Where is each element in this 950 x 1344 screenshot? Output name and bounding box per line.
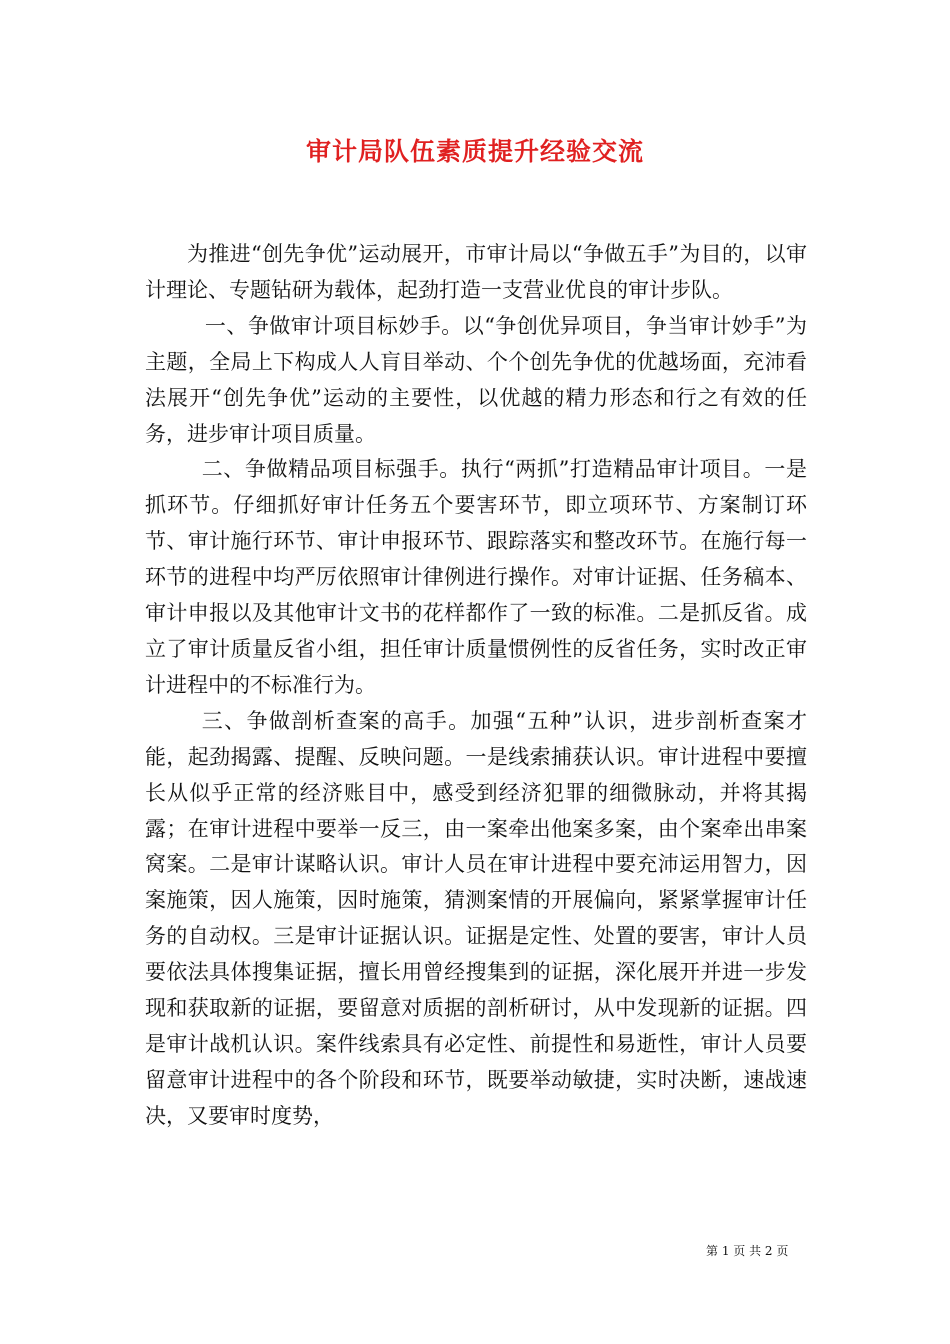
section-2-paragraph: 二、争做精品项目标强手。执行“两抓”打造精品审计项目。一是抓环节。仔细抓好审计任务五个要害环节，即立项环节、方案制订环节、审计施行环节、审计申报环节、跟踪落实和整改环节。在施行每一环节的进程中均严厉依照审计律例进行操作。对审计证据、任务稿本、审计申报以及其他审计文书的花样都作了一致的标准。二是抓反省。成立了审计质量反省小组，担任审计质量惯例性的反省任务，实时改正审计进程中的不标准行为。 bbox=[145, 457, 807, 697]
document-body bbox=[145, 237, 807, 1135]
intro-paragraph: 为推进“创先争优”运动展开，市审计局以“争做五手”为目的，以审计理论、专题钻研为载体，起劲打造一支营业优良的审计步队。 bbox=[145, 242, 807, 302]
document-title: 审计局队伍素质提升经验交流 bbox=[305, 137, 644, 166]
page-number: 第 1 页 共 2 页 bbox=[706, 1244, 789, 1258]
section-3-paragraph: 三、争做剖析查案的高手。加强“五种”认识，进步剖析查案才能，起劲揭露、提醒、反映问题。一是线索捕获认识。审计进程中要擅长从似乎正常的经济账目中，感受到经济犯罪的细微脉动，并将其揭露；在审计进程中要举一反三，由一案牵出他案多案，由个案牵出串案窝案。二是审计谋略认识。审计人员在审计进程中要充沛运用智力，因案施策，因人施策，因时施策，猜测案情的开展偏向，紧紧掌握审计任务的自动权。三是审计证据认识。证据是定性、处置的要害，审计人员要依法具体搜集证据，擅长用曾经搜集到的证据，深化展开并进一步发现和获取新的证据，要留意对质据的剖析研讨，从中发现新的证据。四是审计战机认识。案件线索具有必定性、前提性和易逝性，审计人员要留意审计进程中的各个阶段和环节，既要举动敏捷，实时决断，速战速决，又要审时度势， bbox=[145, 708, 807, 1128]
section-1-paragraph: 一、争做审计项目标妙手。以“争创优异项目，争当审计妙手”为主题，全局上下构成人人肓目举动、个个创先争优的优越场面，充沛看法展开“创先争优”运动的主要性，以优越的精力形态和行之有效的任务，进步审计项目质量。 bbox=[145, 313, 807, 446]
